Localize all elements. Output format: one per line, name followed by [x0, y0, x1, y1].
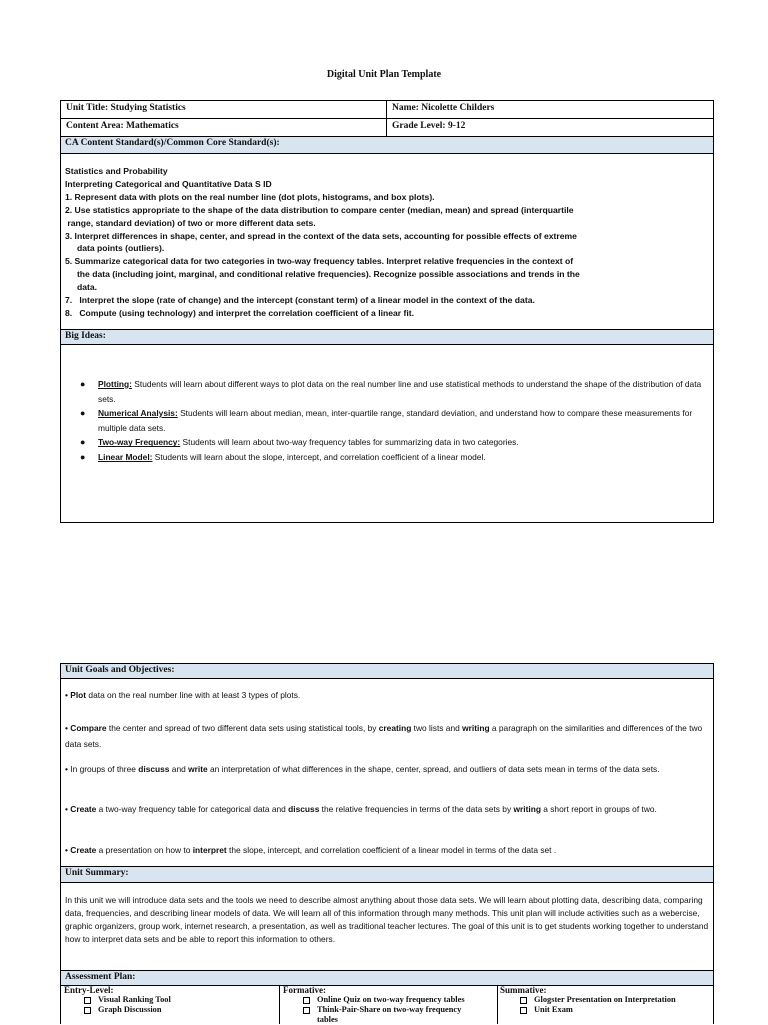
standards-line: 5. Summarize categorical data for two categories in two-way frequency tables. Interpret relative frequencies in the context of	[65, 256, 574, 267]
content-area-cell	[61, 119, 387, 136]
summative-column	[500, 985, 712, 1015]
standards-line: 2. Use statistics appropriate to the shape of the data distribution to compare center (median, mean) and spread (interquartile	[65, 204, 574, 215]
standards-line: 7. Interpret the slope (rate of change) and the intercept (constant term) of a linear model in the context of the data.	[65, 295, 535, 306]
goal-bullet-icon: •	[65, 804, 68, 814]
assessment-item	[500, 1005, 712, 1015]
goal-item	[65, 802, 710, 818]
entry-level-column	[64, 985, 274, 1015]
goal-text: a paragraph on the similarities and differences of the two data sets.	[65, 723, 703, 749]
assessment-item	[64, 1005, 274, 1015]
goal-verb: discuss	[288, 804, 320, 814]
content-area-label: Content Area:	[66, 121, 124, 131]
name-label: Name:	[392, 103, 419, 113]
content-area-row	[61, 119, 713, 137]
goal-text: data on the real number line with at least 3 types of plots.	[86, 690, 301, 700]
goal-text: the center and spread of two different data sets using statistical tools, by	[106, 723, 379, 733]
goal-bullet-icon: •	[65, 690, 68, 700]
formative-column	[283, 985, 493, 1025]
grade-level-value: 9-12	[447, 121, 466, 131]
goal-text: In groups of three	[67, 764, 139, 774]
standards-line: 1. Represent data with plots on the real number line (dot plots, histograms, and box plots).	[65, 191, 435, 202]
goal-verb: Create	[70, 804, 97, 814]
grade-level-label: Grade Level:	[392, 121, 446, 131]
unit-title-label: Unit Title:	[66, 103, 109, 113]
standards-heading: CA Content Standard(s)/Common Core Standard(s):	[61, 137, 713, 154]
goal-item	[65, 762, 710, 778]
bullet-icon: ●	[80, 408, 86, 419]
unit-title-cell	[61, 101, 387, 118]
big-idea-item	[60, 435, 710, 450]
summary-heading: Unit Summary:	[61, 866, 713, 883]
checkbox-icon	[303, 997, 310, 1004]
big-idea-text: Students will learn about the slope, intercept, and correlation coefficient of a linear model.	[152, 451, 486, 462]
summative-label: Summative:	[500, 985, 547, 995]
document-title: Digital Unit Plan Template	[326, 69, 442, 80]
grade-level-cell	[387, 119, 713, 136]
checkbox-icon	[303, 1007, 310, 1014]
big-ideas-list	[60, 377, 710, 465]
standards-list	[65, 165, 705, 320]
goal-text: an interpretation of what differences in the shape, center, spread, and outliers of data sets mean in terms of the data sets.	[207, 764, 660, 774]
bullet-icon: ●	[80, 437, 86, 448]
standards-line: 3. Interpret differences in shape, center, and spread in the context of the data sets, accounting for possible effects of extreme	[65, 230, 577, 241]
goal-text: and	[169, 764, 189, 774]
assessment-divider-1	[279, 986, 280, 1024]
big-idea-item	[60, 377, 710, 406]
goal-verb: creating	[378, 723, 412, 733]
formative-label: Formative:	[283, 985, 326, 995]
bullet-icon: ●	[80, 451, 86, 462]
goal-text: two lists and	[411, 723, 463, 733]
standards-line: data points (outliers).	[65, 243, 165, 254]
standards-line: Statistics and Probability	[65, 166, 168, 176]
assessment-item-text: Think-Pair-Share on two-way frequency tables	[317, 1005, 462, 1024]
goal-verb: discuss	[138, 764, 170, 774]
assessment-heading: Assessment Plan:	[61, 970, 713, 986]
goal-verb: writing	[462, 723, 490, 733]
big-idea-term: Linear Model:	[98, 451, 153, 462]
checkbox-icon	[84, 1007, 91, 1014]
name-cell	[387, 101, 713, 118]
goal-text: the slope, intercept, and correlation coefficient of a linear model in terms of the data set .	[226, 845, 557, 855]
big-ideas-heading: Big Ideas:	[61, 329, 713, 345]
goal-verb: writing	[513, 804, 541, 814]
goal-bullet-icon: •	[65, 845, 68, 855]
standards-line: data.	[65, 282, 97, 293]
assessment-item	[283, 995, 493, 1005]
standards-line: Interpreting Categorical and Quantitative Data S ID	[65, 178, 272, 189]
checkbox-icon	[84, 997, 91, 1004]
checkbox-icon	[520, 997, 527, 1004]
entry-level-label: Entry-Level:	[64, 985, 114, 995]
goal-text: a presentation on how to	[96, 845, 193, 855]
big-idea-text: Students will learn about two-way frequency tables for summarizing data in two categories.	[180, 437, 519, 448]
goal-verb: Plot	[70, 690, 87, 700]
content-area-value: Mathematics	[125, 121, 179, 131]
big-idea-term: Two-way Frequency:	[98, 437, 181, 448]
unit-summary-text: In this unit we will introduce data sets and the tools we need to describe almost anything about those data sets. We will learn about plotting data, describing data, comparing data, frequencies, and describing linear models of data. We will learn all of this information through many methods. This unit plan will include activities such as a webercise, graphic organizers, group work, internet research, a presentation, as well as traditional teacher lectures. The goal of this unit is to get students working together to understand how to interpret data sets and be able to report this information to others.	[65, 895, 709, 944]
big-idea-text: Students will learn about different ways to plot data on the real number line and use statistical methods to understand the shape of the distribution of data sets.	[98, 379, 702, 404]
goal-item	[65, 721, 710, 752]
standards-line: range, standard deviation) of two or more different data sets.	[65, 217, 316, 228]
name-value: Nicolette Childers	[421, 103, 495, 113]
assessment-item	[500, 995, 712, 1005]
big-idea-text: Students will learn about median, mean, inter-quartile range, standard deviation, and understand how to compare these measurements for multiple data sets.	[98, 408, 693, 433]
assessment-item-text: Unit Exam	[534, 1005, 573, 1014]
unit-title-value: Studying Statistics	[110, 103, 186, 113]
goal-text: a short report in groups of two.	[540, 804, 657, 814]
goal-bullet-icon: •	[65, 764, 68, 774]
goals-heading: Unit Goals and Objectives:	[61, 664, 713, 679]
assessment-item-text: Graph Discussion	[98, 1005, 162, 1014]
big-idea-term: Numerical Analysis:	[98, 408, 178, 419]
big-idea-item	[60, 450, 710, 465]
goal-bullet-icon: •	[65, 723, 68, 733]
goal-verb: write	[188, 764, 208, 774]
goal-verb: interpret	[192, 845, 227, 855]
big-idea-item	[60, 406, 710, 435]
assessment-item-text: Visual Ranking Tool	[98, 995, 171, 1004]
goal-item	[65, 688, 710, 704]
standards-line: the data (including joint, marginal, and conditional relative frequencies). Recognize possible associations and trends in the	[65, 269, 580, 280]
unit-title-row	[61, 101, 713, 119]
assessment-item-text: Online Quiz on two-way frequency tables	[317, 995, 465, 1004]
checkbox-icon	[520, 1007, 527, 1014]
goal-text: a two-way frequency table for categorical data and	[96, 804, 289, 814]
goal-verb: Create	[70, 845, 97, 855]
standards-line: 8. Compute (using technology) and interpret the correlation coefficient of a linear fit.	[65, 307, 415, 318]
assessment-divider-2	[497, 986, 498, 1024]
big-idea-term: Plotting:	[98, 379, 132, 389]
assessment-item	[283, 1005, 482, 1025]
assessment-item-text: Glogster Presentation on Interpretation	[534, 995, 676, 1004]
goal-item	[65, 843, 710, 859]
goal-verb: Compare	[70, 723, 107, 733]
bullet-icon: ●	[80, 379, 86, 389]
assessment-item	[64, 995, 274, 1005]
goal-text: the relative frequencies in terms of the data sets by	[319, 804, 514, 814]
